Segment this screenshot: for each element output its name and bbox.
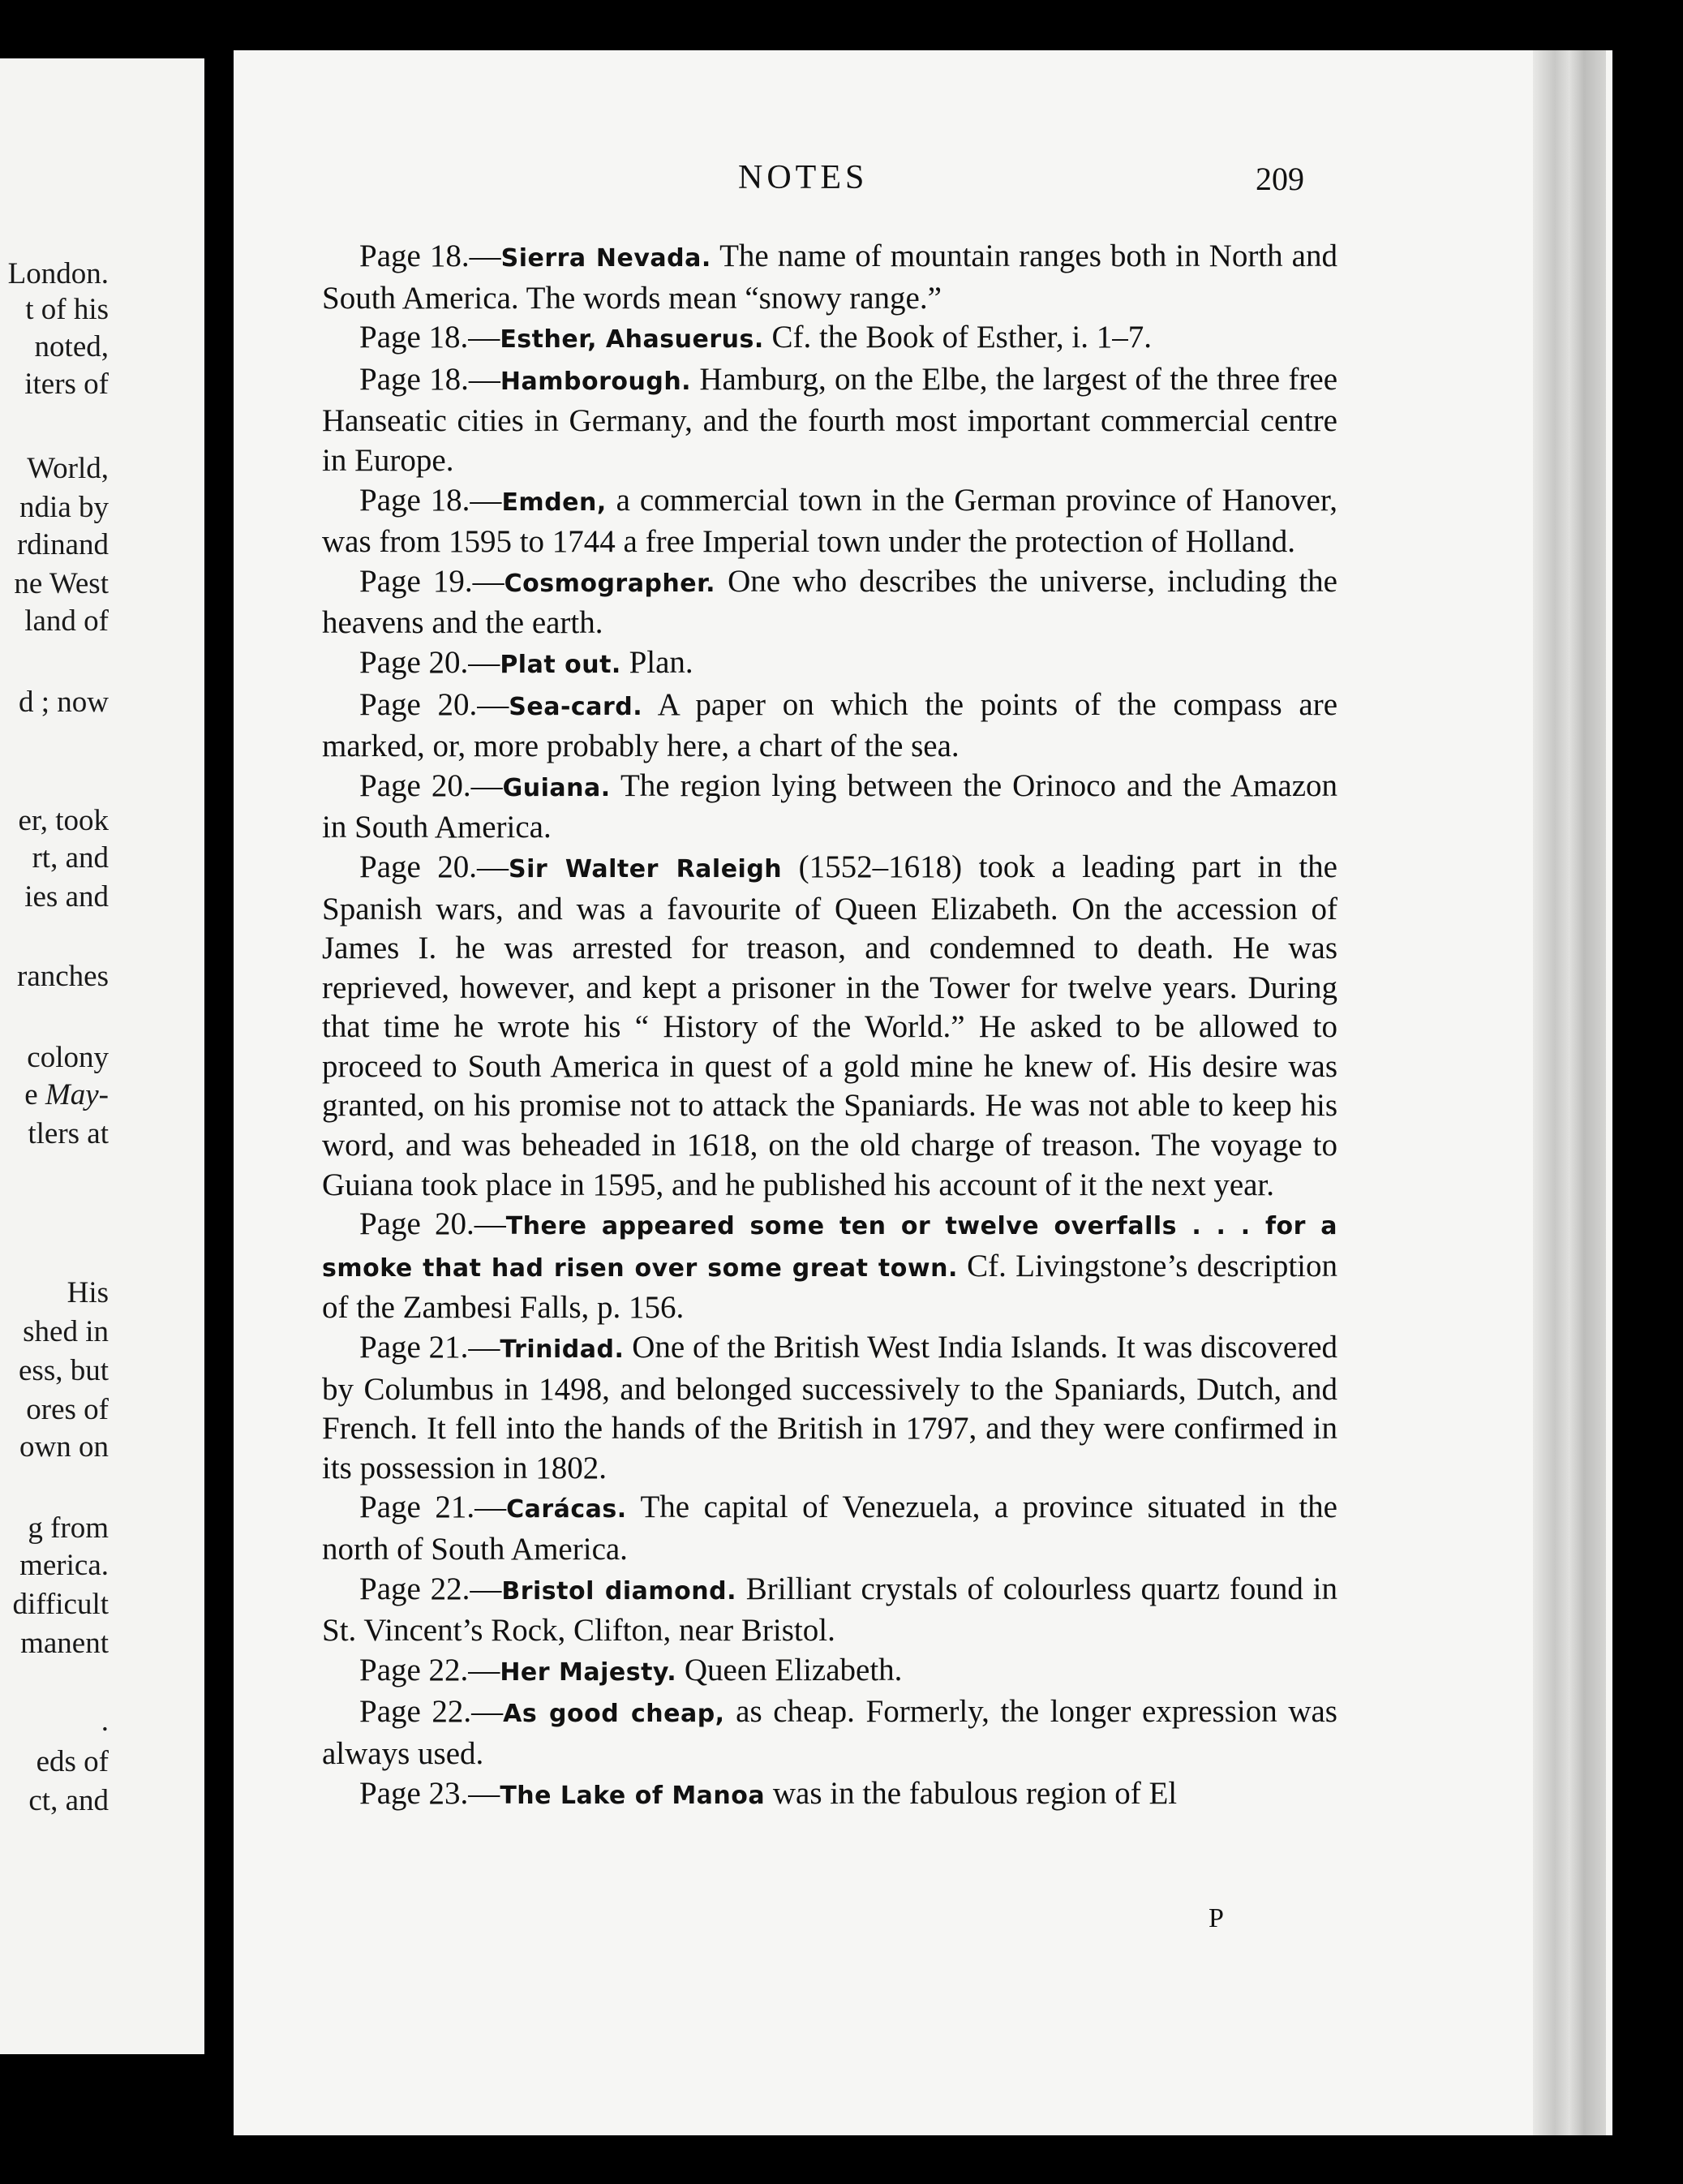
note-text: a commercial town in the German province of Hanover, was from 1595 to 1744 a free Imperial town under the protection of Holland. xyxy=(322,482,1337,560)
page-edges xyxy=(1533,50,1606,2135)
facing-page-line: ranches xyxy=(17,960,109,993)
facing-page-line: rdinand xyxy=(16,528,109,561)
note-text: (1552–1618) took a leading part in the Spanish wars, and was a favourite of Queen Elizabeth. On the accession of James I. he was arrested for treason, and condemned to death. He was reprieved, however, and kept a prisoner in the Tower for twelve years. During that time he wrote his “ History of the World.” He asked to be allowed to proceed to South America in quest of a gold mine he knew of. His desire was granted, on his promise not to attack the Spaniards. He was not able to keep his word, and was beheaded in 1618, on the old charge of treason. The voyage to Guiana took place in 1595, and he published his account of it the next year. xyxy=(322,849,1337,1202)
note-text: was in the fabulous region of El xyxy=(765,1775,1178,1811)
note-page-ref: Page 21.— xyxy=(359,1330,500,1365)
note-entry xyxy=(322,848,1337,1205)
facing-page-line: manent xyxy=(20,1627,109,1660)
note-page-ref: Page 20.— xyxy=(359,767,503,803)
facing-page-line: tlers at xyxy=(28,1117,109,1150)
facing-page-line: merica. xyxy=(19,1549,109,1582)
note-heading: The Lake of Manoa xyxy=(500,1781,766,1810)
note-text: The region lying between the Orinoco and the Amazon in South America. xyxy=(322,767,1338,845)
note-entry xyxy=(322,1692,1337,1773)
note-page-ref: Page 20.— xyxy=(359,644,500,680)
note-entry xyxy=(322,237,1337,318)
note-page-ref: Page 22.— xyxy=(359,1571,502,1606)
note-entry xyxy=(322,360,1337,481)
facing-page-line: London. xyxy=(7,257,109,290)
facing-page-line: ores of xyxy=(26,1393,109,1426)
facing-page-line: noted, xyxy=(34,330,109,363)
notes-list xyxy=(322,237,1337,1816)
facing-page-line: His xyxy=(67,1276,109,1309)
note-heading: Emden, xyxy=(501,488,607,517)
note-heading: As good cheap, xyxy=(503,1700,725,1729)
note-text: Hamburg, on the Elbe, the largest of the three free Hanseatic cities in Germany, and the fourth most important commercial centre in Europe. xyxy=(322,361,1338,478)
note-page-ref: Page 22.— xyxy=(359,1694,504,1730)
note-text: Cf. Livingstone’s description of the Zambesi Falls, p. 156. xyxy=(322,1248,1337,1326)
note-heading: Her Majesty. xyxy=(500,1657,677,1687)
note-page-ref: Page 18.— xyxy=(359,239,501,273)
facing-page-line: ess, but xyxy=(19,1354,109,1387)
note-page-ref: Page 18.— xyxy=(359,320,500,355)
note-heading: Sierra Nevada. xyxy=(500,244,711,273)
note-page-ref: Page 20.— xyxy=(359,849,509,884)
note-page-ref: Page 21.— xyxy=(359,1490,507,1525)
facing-page-line: d ; now xyxy=(19,686,109,719)
facing-page-line: shed in xyxy=(23,1315,109,1348)
facing-page-line: iters of xyxy=(24,368,109,401)
note-page-ref: Page 18.— xyxy=(359,482,502,518)
note-text: A paper on which the points of the compass are marked, or, more probably here, a chart of the sea. xyxy=(322,686,1338,764)
note-page-ref: Page 20.— xyxy=(359,686,509,722)
notes-body xyxy=(322,237,1337,1816)
facing-page-line: ne West xyxy=(14,567,109,600)
note-page-ref: Page 19.— xyxy=(359,563,504,599)
facing-page-line: ct, and xyxy=(28,1784,109,1817)
facing-page-line: own on xyxy=(19,1430,109,1464)
book-gutter xyxy=(204,0,234,2184)
note-text: One of the British West India Islands. It was discovered by Columbus in 1498, and belonged successively to the Spaniards, Dutch, and French. It fell into the hands of the British in 1797, and they were confirmed in its possession in 1802. xyxy=(322,1330,1337,1485)
note-entry xyxy=(322,1570,1337,1651)
note-heading: Sir Walter Raleigh xyxy=(509,854,783,883)
note-heading: There appeared some ten or twelve overfalls . . . for a smoke that had risen over some great town. xyxy=(322,1212,1337,1283)
note-text: The capital of Venezuela, a province situated in the north of South America. xyxy=(322,1490,1337,1567)
facing-page-line: land of xyxy=(24,604,109,638)
note-entry xyxy=(322,1651,1337,1693)
running-head: NOTES xyxy=(738,159,869,196)
note-entry xyxy=(322,686,1337,767)
note-heading: Cosmographer. xyxy=(504,569,716,598)
note-page-ref: Page 20.— xyxy=(359,1206,506,1242)
note-heading: Guiana. xyxy=(502,773,611,802)
facing-page-line: difficult xyxy=(12,1588,109,1621)
facing-page-line: e May- xyxy=(24,1078,109,1111)
note-page-ref: Page 22.— xyxy=(359,1652,500,1687)
page-number: 209 xyxy=(1256,161,1304,197)
note-text: One who describes the universe, including the heavens and the earth. xyxy=(322,563,1337,641)
facing-page-line: ndia by xyxy=(19,491,109,524)
note-entry xyxy=(322,643,1337,686)
note-entry xyxy=(322,562,1337,643)
note-heading: Trinidad. xyxy=(500,1335,625,1365)
note-entry xyxy=(322,481,1337,562)
note-heading: Plat out. xyxy=(500,650,621,679)
note-page-ref: Page 23.— xyxy=(359,1775,500,1811)
note-heading: Hamborough. xyxy=(500,367,692,396)
note-text: Brilliant crystals of colourless quartz found in St. Vincent’s Rock, Clifton, near Bristol. xyxy=(322,1571,1337,1649)
facing-page-line: rt, and xyxy=(32,841,109,875)
note-heading: Carácas. xyxy=(506,1495,627,1524)
facing-page-line: colony xyxy=(27,1041,109,1074)
note-text: Cf. the Book of Esther, i. 1–7. xyxy=(763,320,1153,355)
facing-page-line: g from xyxy=(28,1511,109,1545)
note-entry xyxy=(322,1328,1337,1488)
signature-mark: P xyxy=(1209,1903,1224,1933)
note-heading: Sea-card. xyxy=(509,692,643,721)
facing-page-line: World, xyxy=(27,452,109,485)
facing-page-line: er, took xyxy=(18,804,109,837)
facing-page xyxy=(0,58,204,2054)
note-entry xyxy=(322,1488,1337,1569)
note-heading: Bristol diamond. xyxy=(501,1576,736,1606)
note-entry xyxy=(322,767,1337,848)
facing-page-line: . xyxy=(101,1705,109,1738)
note-text: as cheap. Formerly, the longer expression was always used. xyxy=(322,1694,1337,1771)
facing-page-line: t of his xyxy=(25,293,109,326)
note-heading: Esther, Ahasuerus. xyxy=(500,325,764,355)
note-entry xyxy=(322,318,1337,360)
note-text: Plan. xyxy=(620,644,693,680)
facing-page-line: eds of xyxy=(36,1745,109,1778)
note-entry xyxy=(322,1205,1337,1328)
note-text: Queen Elizabeth. xyxy=(676,1652,903,1687)
note-page-ref: Page 18.— xyxy=(359,361,500,397)
note-entry xyxy=(322,1774,1337,1816)
facing-page-line: ies and xyxy=(24,880,109,914)
note-text: The name of mountain ranges both in North and South America. The words mean “snowy range.” xyxy=(322,239,1337,316)
